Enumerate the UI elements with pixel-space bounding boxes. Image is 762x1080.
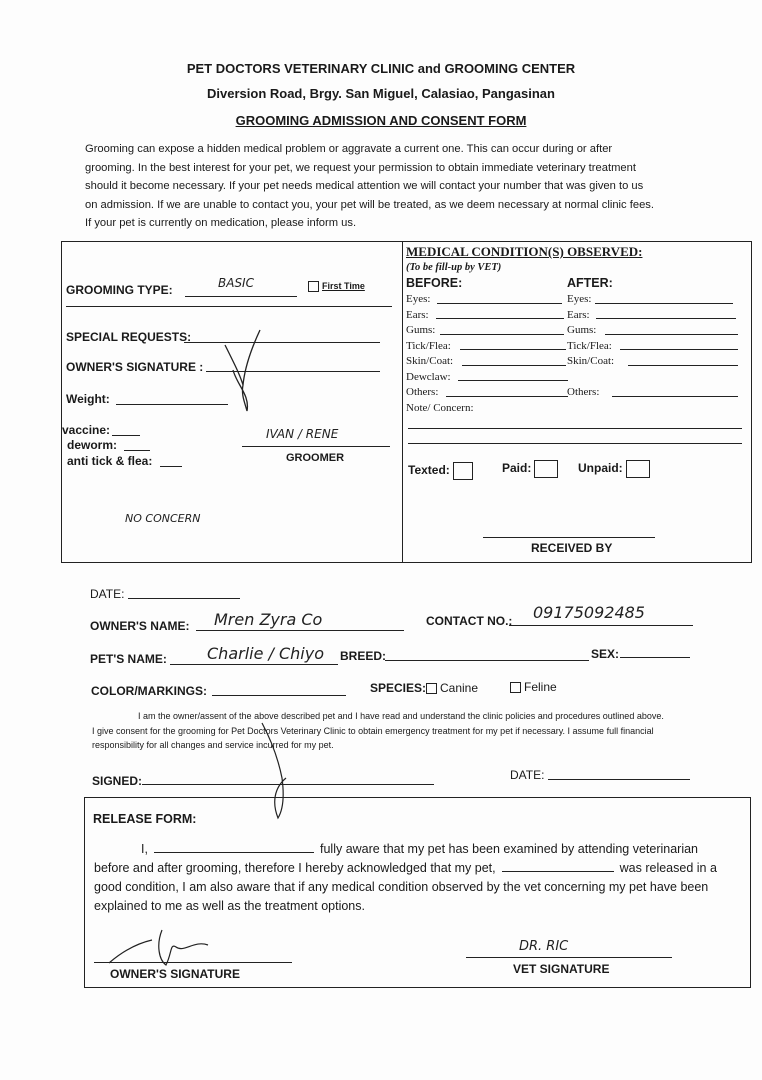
vet-signature-line <box>466 957 672 958</box>
color-markings-label: COLOR/MARKINGS: <box>91 684 207 698</box>
owner-signature-release-line <box>94 962 292 963</box>
after-item: Eyes: <box>567 293 592 305</box>
before-line <box>462 365 566 366</box>
medical-subtitle: (To be fill-up by VET) <box>406 262 502 273</box>
before-item: Eyes: <box>406 293 431 305</box>
canine-label: Canine <box>440 681 479 695</box>
release-text: was released in a <box>619 861 717 875</box>
breed-line <box>385 660 589 661</box>
grooming-note: NO CONCERN <box>125 512 201 525</box>
before-line <box>437 303 562 304</box>
checkbox-icon[interactable] <box>626 460 650 478</box>
after-item: Tick/Flea: <box>567 339 612 352</box>
checkbox-icon[interactable] <box>426 683 437 694</box>
release-i: I, <box>141 842 148 856</box>
color-markings-line <box>212 695 346 696</box>
received-by-label: RECEIVED BY <box>531 541 613 555</box>
checkbox-icon[interactable] <box>510 682 521 693</box>
date-line <box>128 598 240 599</box>
checkbox-icon[interactable] <box>534 460 558 478</box>
checkbox-icon[interactable] <box>308 281 319 292</box>
paid-checkbox[interactable] <box>502 460 558 478</box>
after-line <box>612 396 738 397</box>
first-time-label: First Time <box>322 281 365 291</box>
owner-signature-release-label: OWNER'S SIGNATURE <box>110 967 240 981</box>
deworm-line <box>124 450 150 451</box>
release-paragraph <box>94 840 744 916</box>
groomer-value[interactable]: IVAN / RENE <box>266 427 339 441</box>
unpaid-checkbox[interactable] <box>578 460 650 478</box>
form-title: GROOMING ADMISSION AND CONSENT FORM <box>235 113 527 128</box>
deworm-label: deworm: <box>67 438 118 452</box>
received-by-line <box>483 537 655 538</box>
paid-label: Paid: <box>502 461 532 476</box>
release-line: explained to me as well as the treatment options. <box>94 899 365 913</box>
after-item: Gums: <box>567 324 597 336</box>
after-line <box>595 303 733 304</box>
grooming-type-label: GROOMING TYPE: <box>66 283 173 297</box>
intro-line: should it become necessary. If your pet needs medical attention we will contact your number that was given to us <box>85 180 644 192</box>
owner-name-value[interactable]: Mren Zyra Co <box>214 610 323 629</box>
before-item: Dewclaw: <box>406 370 451 383</box>
owner-signature-label: OWNER'S SIGNATURE : <box>66 360 204 374</box>
first-time-checkbox[interactable] <box>308 281 365 292</box>
checkbox-icon[interactable] <box>453 462 473 480</box>
after-line <box>605 334 738 335</box>
after-line <box>628 365 738 366</box>
after-line <box>596 318 736 319</box>
special-requests-label: SPECIAL REQUESTS: <box>66 330 192 344</box>
after-item: Skin/Coat: <box>567 355 615 367</box>
groomer-line <box>242 446 390 447</box>
groomer-label: GROOMER <box>286 452 345 464</box>
grooming-extra-line <box>66 306 392 307</box>
vaccine-line <box>112 435 140 436</box>
pet-name-value[interactable]: Charlie / Chiyo <box>207 644 325 663</box>
release-line: good condition, I am also aware that if any medical condition observed by the vet concerning my pet have been <box>94 880 709 894</box>
pet-name-line <box>170 664 338 665</box>
clinic-address: Diversion Road, Brgy. San Miguel, Calasiao, Pangasinan <box>207 86 555 101</box>
texted-label: Texted: <box>408 463 450 478</box>
intro-line: on admission. If we are unable to contact you, your pet will be treated, as we deem necessary at normal clinic fees. <box>85 198 654 211</box>
breed-label: BREED: <box>340 649 387 663</box>
consent-line: responsibility for all changes and service incurred for my pet. <box>92 740 334 750</box>
before-item: Skin/Coat: <box>406 355 454 367</box>
before-line <box>460 349 566 350</box>
before-line <box>446 396 568 397</box>
before-item: Others: <box>406 386 439 398</box>
consent-paragraph <box>92 709 702 753</box>
before-list <box>406 293 474 417</box>
intro-line: If your pet is currently on medication, please inform us. <box>85 217 357 229</box>
sex-line <box>620 657 690 658</box>
special-requests-line <box>184 342 380 343</box>
medical-title: MEDICAL CONDITION(S) OBSERVED: <box>406 244 643 259</box>
note-line <box>408 428 742 429</box>
note-concern-label: Note/ Concern: <box>406 401 474 414</box>
release-line <box>94 859 744 878</box>
contact-value[interactable]: 09175092485 <box>533 603 645 622</box>
weight-line <box>116 404 228 405</box>
before-item: Ears: <box>406 308 429 321</box>
vaccine-label: vaccine: <box>62 423 111 437</box>
box-divider <box>402 241 403 562</box>
intro-line: grooming. In the best interest for your pet, we request your permission to obtain immediate veterinary treatment <box>85 161 636 174</box>
before-line <box>436 318 564 319</box>
signed-date-label: DATE: <box>510 768 545 782</box>
intro-paragraph <box>85 140 689 233</box>
signed-label: SIGNED: <box>92 774 143 788</box>
after-item: Ears: <box>567 308 590 321</box>
contact-line <box>509 625 693 626</box>
vet-signature-value[interactable]: DR. RIC <box>519 939 569 954</box>
clinic-name: PET DOCTORS VETERINARY CLINIC and GROOMING CENTER <box>186 61 576 76</box>
before-label: BEFORE: <box>406 276 463 290</box>
signature-scribble-icon <box>215 325 270 415</box>
contact-label: CONTACT NO.: <box>426 614 513 628</box>
before-item: Tick/Flea: <box>406 339 451 352</box>
consent-line: I am the owner/assent of the above described pet and I have read and understand the clinic policies and procedures outlined above. <box>138 711 664 721</box>
consent-line: I give consent for the grooming for Pet Doctors Veterinary Clinic to obtain emergency treatment for my pet if necessary. I assume full financial <box>92 725 654 736</box>
release-text: fully aware that my pet has been examined by attending veterinarian <box>320 842 699 856</box>
note-line <box>408 443 742 444</box>
release-text: before and after grooming, therefore I hereby acknowledged that my pet, <box>94 861 496 875</box>
after-line <box>620 349 738 350</box>
release-title: RELEASE FORM: <box>93 812 197 826</box>
before-item: Gums: <box>406 324 436 336</box>
after-list <box>567 293 614 402</box>
owner-signature-scribble-icon <box>104 925 214 970</box>
texted-checkbox[interactable] <box>408 462 473 480</box>
after-item <box>567 371 614 387</box>
sex-label: SEX: <box>591 647 620 661</box>
after-label: AFTER: <box>567 276 613 290</box>
before-line <box>458 380 568 381</box>
feline-label: Feline <box>524 680 557 694</box>
pet-name-label: PET'S NAME: <box>90 652 167 666</box>
anti-tick-line <box>160 466 182 467</box>
feline-checkbox[interactable] <box>510 680 557 694</box>
weight-label: Weight: <box>66 392 110 406</box>
vet-signature-label: VET SIGNATURE <box>513 962 610 976</box>
owner-name-line <box>196 630 404 631</box>
grooming-type-value[interactable]: BASIC <box>218 276 254 290</box>
signed-date-line <box>548 779 690 780</box>
after-item: Others: <box>567 386 600 398</box>
anti-tick-label: anti tick & flea: <box>67 454 153 468</box>
date-label: DATE: <box>90 587 125 601</box>
unpaid-label: Unpaid: <box>578 461 623 476</box>
canine-checkbox[interactable] <box>426 681 478 695</box>
intro-line: Grooming can expose a hidden medical problem or aggravate a current one. This can occur during or after <box>85 143 613 155</box>
grooming-type-line <box>185 296 297 297</box>
release-line <box>94 840 744 859</box>
species-label: SPECIES: <box>370 681 427 695</box>
owner-name-label: OWNER'S NAME: <box>90 619 190 633</box>
before-line <box>440 334 564 335</box>
